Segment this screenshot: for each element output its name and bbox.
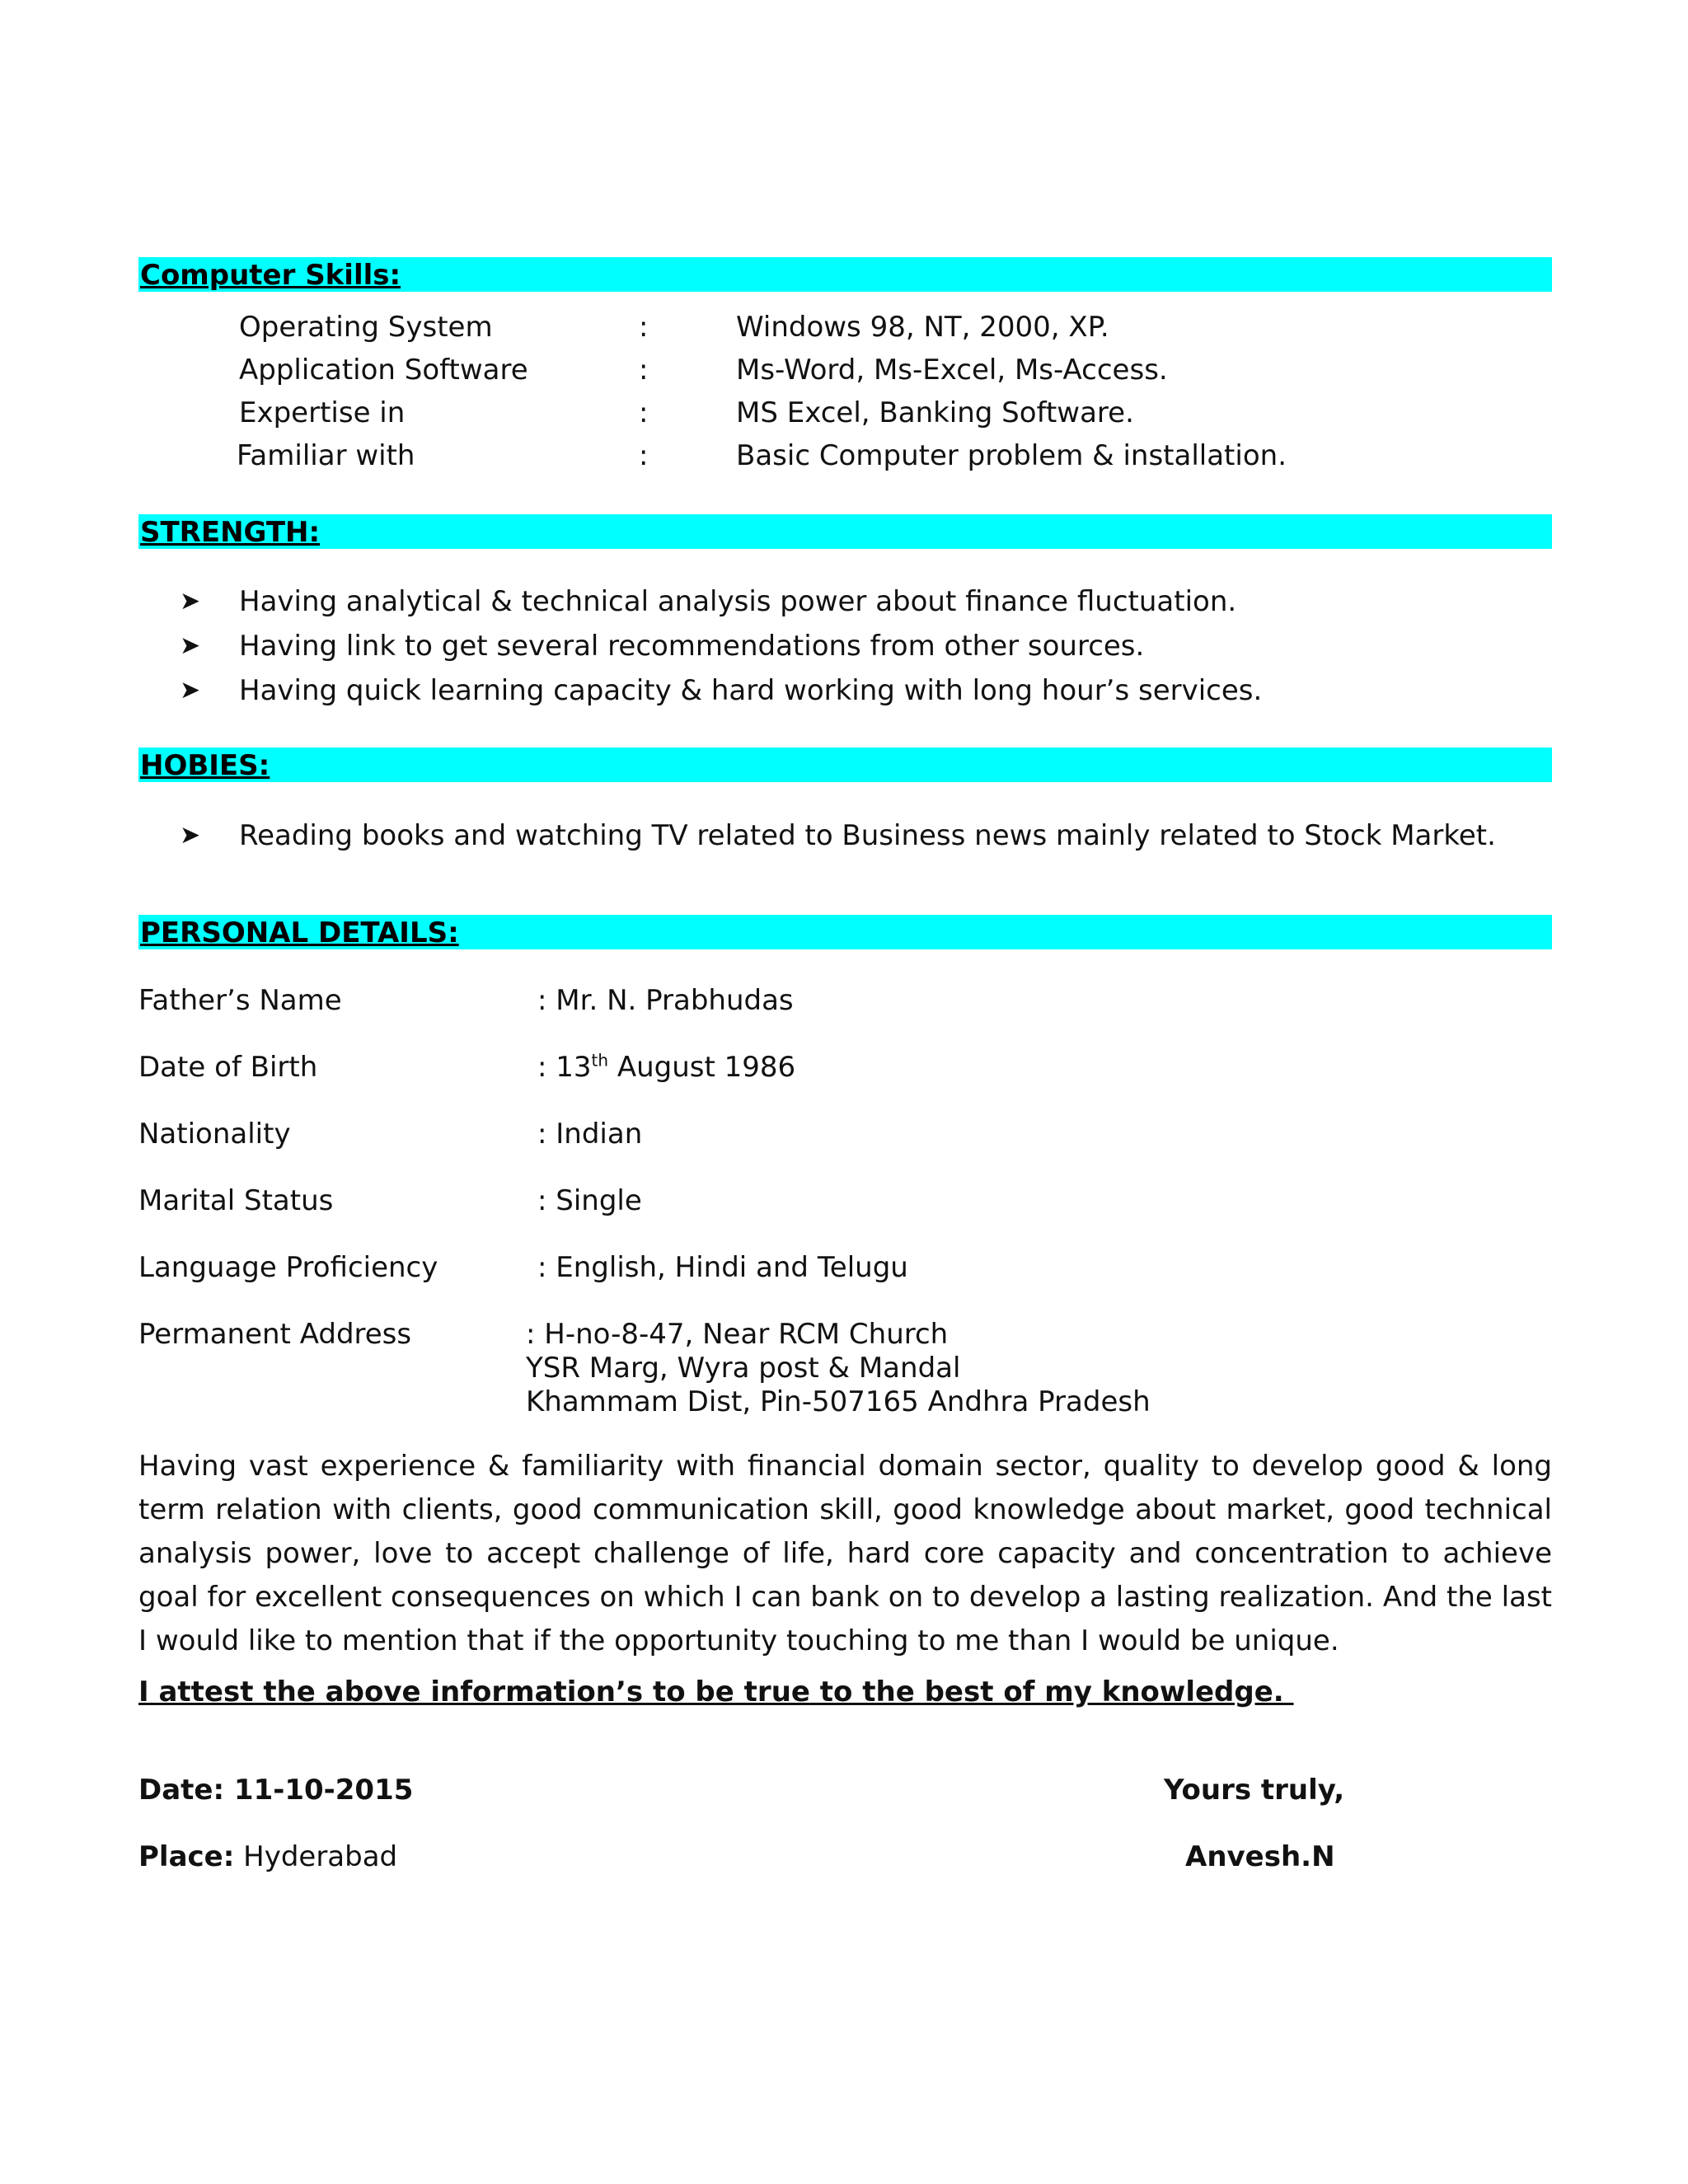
strength-heading: STRENGTH: xyxy=(140,516,321,549)
dob-label: Date of Birth xyxy=(138,1051,318,1084)
nationality-value: : Indian xyxy=(537,1118,643,1151)
address-line: : H-no-8-47, Near RCM Church xyxy=(526,1318,949,1351)
dob-month-year: August 1986 xyxy=(608,1051,796,1084)
skill-label: Expertise in xyxy=(239,396,406,429)
fathers-name-value: : Mr. N. Prabhudas xyxy=(537,984,794,1017)
closing-line: Yours truly, xyxy=(1164,1774,1345,1807)
address-line: YSR Marg, Wyra post & Mandal xyxy=(526,1352,961,1385)
arrow-bullet-icon: ➤ xyxy=(180,587,201,616)
language-label: Language Proficiency xyxy=(138,1251,438,1284)
skill-value: Windows 98, NT, 2000, XP. xyxy=(736,311,1109,344)
skill-label: Familiar with xyxy=(237,439,415,472)
summary-paragraph: Having vast experience & familiarity with financial domain sector, quality to develop good & long term relation with clients, good communication skill, good knowledge about market, good technical analysis power, love to accept challenge of life, hard core capacity and concentration to achieve goal for excellent consequences on which I can bank on to develop a lasting realization. And the last I would like to mention that if the opportunity touching to me than I would be unique. xyxy=(138,1450,1552,1657)
strength-item: Having quick learning capacity & hard working with long hour’s services. xyxy=(239,674,1263,707)
dob-value xyxy=(537,1051,795,1084)
personal-details-heading: PERSONAL DETAILS: xyxy=(140,916,459,949)
skill-value: MS Excel, Banking Software. xyxy=(736,396,1134,429)
arrow-bullet-icon: ➤ xyxy=(180,631,201,660)
hobby-item: Reading books and watching TV related to Business news mainly related to Stock Market. xyxy=(239,819,1496,852)
language-value: : English, Hindi and Telugu xyxy=(537,1251,908,1284)
skill-colon: : xyxy=(639,439,649,472)
fathers-name-label: Father’s Name xyxy=(138,984,342,1017)
hobbies-heading: HOBIES: xyxy=(140,749,270,782)
strength-heading-bar xyxy=(138,514,1552,549)
hobbies-heading-bar xyxy=(138,748,1552,782)
strength-item: Having analytical & technical analysis power about finance fluctuation. xyxy=(239,585,1237,618)
place-line xyxy=(138,1840,397,1873)
personal-details-heading-bar xyxy=(138,915,1552,949)
skill-colon: : xyxy=(639,396,649,429)
arrow-bullet-icon: ➤ xyxy=(180,821,201,850)
date-line: Date: 11-10-2015 xyxy=(138,1774,414,1807)
skill-label: Operating System xyxy=(239,311,493,344)
skill-colon: : xyxy=(639,311,649,344)
dob-ordinal: th xyxy=(591,1050,609,1071)
computer-skills-heading: Computer Skills: xyxy=(140,259,401,292)
place-value: Hyderabad xyxy=(234,1840,398,1873)
skill-value: Basic Computer problem & installation. xyxy=(736,439,1287,472)
address-label: Permanent Address xyxy=(138,1318,412,1351)
attestation-statement: I attest the above information’s to be true to the best of my knowledge. xyxy=(138,1675,1294,1708)
nationality-label: Nationality xyxy=(138,1118,291,1151)
skill-label: Application Software xyxy=(239,354,528,387)
marital-status-value: : Single xyxy=(537,1184,642,1217)
skill-colon: : xyxy=(639,354,649,387)
arrow-bullet-icon: ➤ xyxy=(180,676,201,705)
skill-value: Ms-Word, Ms-Excel, Ms-Access. xyxy=(736,354,1168,387)
computer-skills-heading-bar xyxy=(138,257,1552,292)
signature-name: Anvesh.N xyxy=(1185,1840,1335,1873)
address-line: Khammam Dist, Pin-507165 Andhra Pradesh xyxy=(526,1385,1151,1418)
marital-status-label: Marital Status xyxy=(138,1184,334,1217)
place-label: Place: xyxy=(138,1840,235,1873)
strength-item: Having link to get several recommendations from other sources. xyxy=(239,630,1145,663)
dob-day: : 13 xyxy=(537,1051,592,1084)
